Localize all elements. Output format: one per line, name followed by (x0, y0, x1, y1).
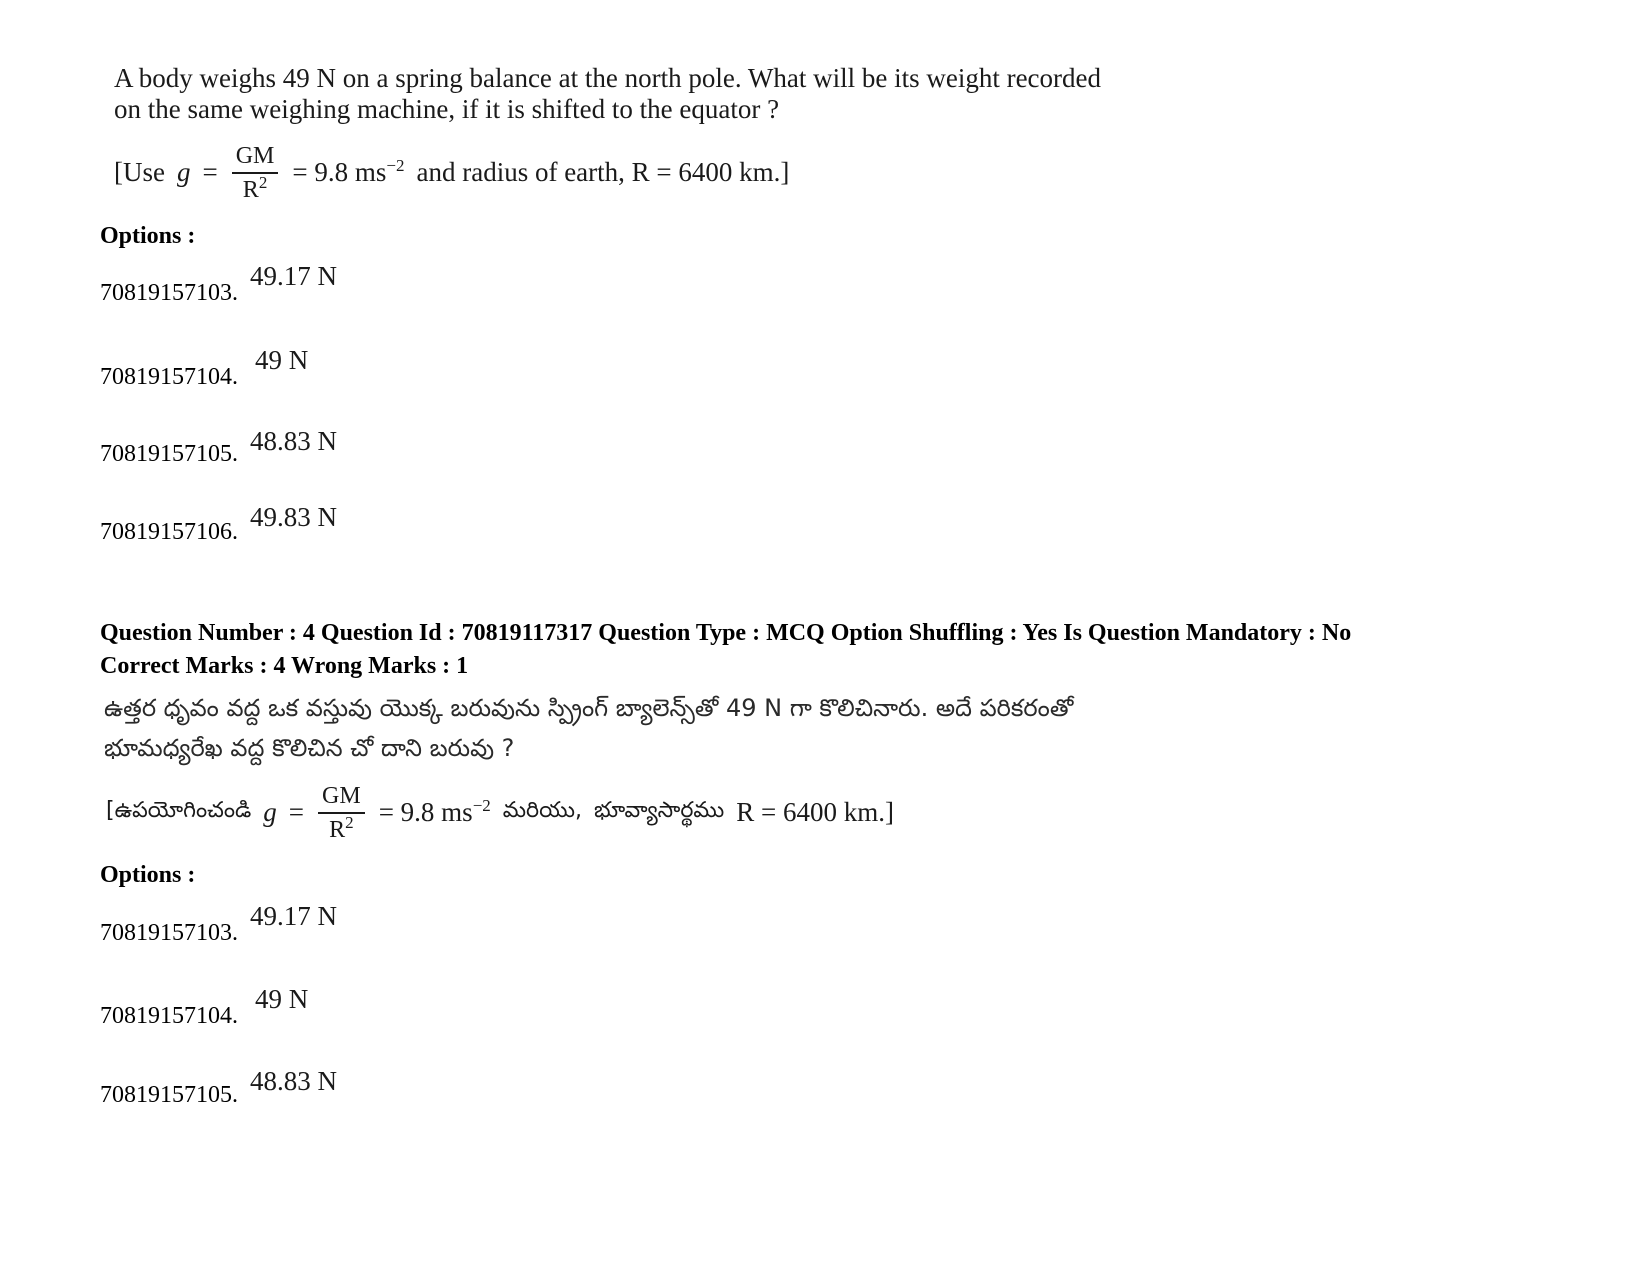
formula-value: = 9.8 $ms^{-2}$ (378, 796, 491, 828)
question-meta-line-2: Correct Marks : 4 Wrong Marks : 1 (100, 653, 469, 679)
formula-open: [Use (114, 157, 165, 188)
option-value[interactable]: 49.17 N (250, 901, 337, 931)
question-meta-line-1: Question Number : 4 Question Id : 70819117317 Question Type : MCQ Option Shuffling : Yes Is Question Mandatory : No (100, 620, 1352, 646)
question-text-telugu-line-1: ఉత్తర ధృవం వద్ద ఒక వస్తువు యొక్క బరువును స్ప్రింగ్ బ్యాలెన్స్‌తో 49 N గా కొలిచినారు. అదే పరికరంతో (104, 694, 1074, 722)
formula-rest: R = 6400 km.] (736, 797, 895, 828)
question-formula (106, 782, 894, 844)
options-label: Options : (100, 862, 196, 888)
option-value[interactable]: 48.83 N (250, 1066, 337, 1096)
formula-equals: = (288, 797, 305, 828)
option-id: 70819157104. (100, 364, 238, 390)
question-text-line-2: on the same weighing machine, if it is shifted to the equator ? (114, 94, 780, 124)
formula-g: g (176, 157, 191, 188)
option-id: 70819157105. (100, 441, 238, 467)
option-value[interactable]: 49 N (255, 984, 309, 1014)
option-id: 70819157104. (100, 1003, 238, 1029)
formula-fraction (318, 782, 365, 844)
formula-and: మరియు, (502, 797, 583, 823)
option-id: 70819157105. (100, 1082, 238, 1108)
fraction-numerator: GM (322, 783, 361, 809)
option-id: 70819157103. (100, 920, 238, 946)
fraction-numerator: GM (235, 143, 275, 169)
option-value[interactable]: 49.83 N (250, 502, 337, 532)
formula-radius-word: భూవ్యాసార్థము (594, 797, 725, 823)
fraction-denominator: $R^2$ (242, 172, 268, 203)
fraction-bar (318, 812, 365, 814)
question-text-line-1: A body weighs 49 N on a spring balance at the north pole. What will be its weight recorded (114, 63, 1102, 93)
question-text-telugu-line-2: భూమధ్యరేఖ వద్ద కొలిచిన చో దాని బరువు ? (104, 734, 515, 762)
option-id: 70819157103. (100, 280, 238, 306)
option-id: 70819157106. (100, 519, 238, 545)
fraction-bar (232, 172, 279, 174)
question-formula (114, 142, 789, 204)
options-label: Options : (100, 223, 196, 249)
formula-rest: and radius of earth, R = 6400 km.] (416, 157, 790, 188)
formula-open: [ఉపయోగించండి (106, 797, 252, 823)
formula-g: g (263, 797, 277, 828)
option-value[interactable]: 49.17 N (250, 261, 337, 291)
fraction-denominator: $R^2$ (329, 812, 354, 843)
formula-equals: = (202, 157, 218, 188)
formula-value: = 9.8 $ms^{-2}$ (292, 156, 405, 188)
formula-fraction (232, 142, 279, 204)
option-value[interactable]: 48.83 N (250, 426, 337, 456)
option-value[interactable]: 49 N (255, 345, 309, 375)
